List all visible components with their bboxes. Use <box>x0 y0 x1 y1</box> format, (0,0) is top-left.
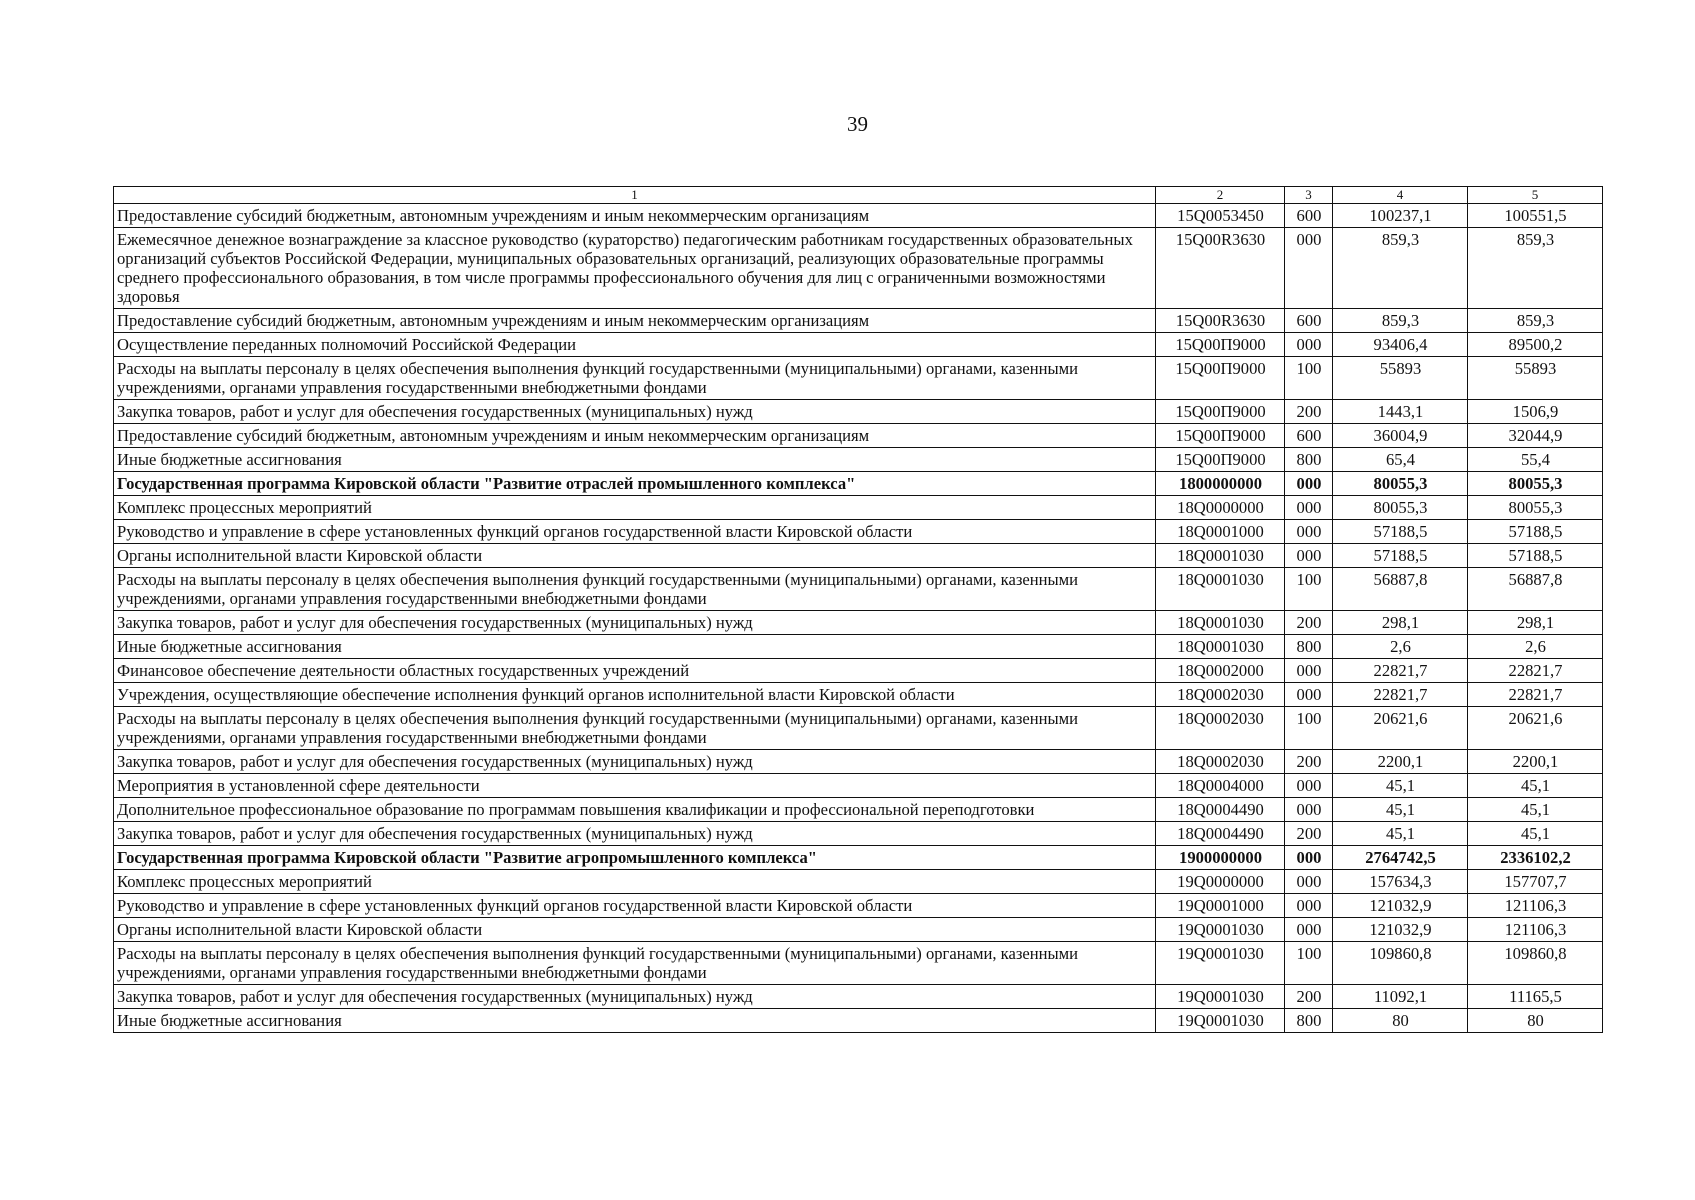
row-name-cell: Учреждения, осуществляющие обеспечение исполнения функций органов исполнительной власти Кировской области <box>114 683 1156 707</box>
row-value-col5: 22821,7 <box>1468 683 1603 707</box>
row-type-cell: 800 <box>1285 1009 1333 1033</box>
table-header-row <box>114 187 1603 204</box>
row-value-col5: 55893 <box>1468 357 1603 400</box>
row-name-cell: Ежемесячное денежное вознаграждение за классное руководство (кураторство) педагогическим работникам государственных образовательных организаций субъектов Российской Федерации, муниципальных образовательных организаций, реализующих образовательные программы среднего профессионального образования, в том числе программы профессионального обучения для лиц с ограниченными возможностями здоровья <box>114 228 1156 309</box>
row-type-cell: 000 <box>1285 333 1333 357</box>
row-name-cell: Государственная программа Кировской области "Развитие агропромышленного комплекса" <box>114 846 1156 870</box>
row-value-col4: 22821,7 <box>1333 683 1468 707</box>
row-name-cell: Закупка товаров, работ и услуг для обеспечения государственных (муниципальных) нужд <box>114 822 1156 846</box>
row-value-col5: 2336102,2 <box>1468 846 1603 870</box>
row-value-col5: 298,1 <box>1468 611 1603 635</box>
table-row <box>114 798 1603 822</box>
row-type-cell: 800 <box>1285 448 1333 472</box>
row-name-cell: Мероприятия в установленной сфере деятельности <box>114 774 1156 798</box>
row-type-cell: 000 <box>1285 918 1333 942</box>
table-row <box>114 870 1603 894</box>
table-row <box>114 544 1603 568</box>
row-value-col4: 859,3 <box>1333 228 1468 309</box>
row-code-cell: 1900000000 <box>1156 846 1285 870</box>
row-code-cell: 15Q00П9000 <box>1156 400 1285 424</box>
row-name-cell: Расходы на выплаты персоналу в целях обеспечения выполнения функций государственными (муниципальными) органами, казенными учреждениями, органами управления государственными внебюджетными фондами <box>114 707 1156 750</box>
row-value-col4: 56887,8 <box>1333 568 1468 611</box>
row-code-cell: 18Q0002030 <box>1156 683 1285 707</box>
row-type-cell: 100 <box>1285 942 1333 985</box>
row-name-cell: Закупка товаров, работ и услуг для обеспечения государственных (муниципальных) нужд <box>114 400 1156 424</box>
row-value-col5: 2200,1 <box>1468 750 1603 774</box>
row-value-col5: 121106,3 <box>1468 918 1603 942</box>
row-name-cell: Закупка товаров, работ и услуг для обеспечения государственных (муниципальных) нужд <box>114 750 1156 774</box>
table-row <box>114 472 1603 496</box>
row-name-cell: Руководство и управление в сфере установленных функций органов государственной власти Кировской области <box>114 520 1156 544</box>
row-name-cell: Органы исполнительной власти Кировской области <box>114 544 1156 568</box>
row-value-col5: 2,6 <box>1468 635 1603 659</box>
row-type-cell: 000 <box>1285 870 1333 894</box>
row-name-cell: Комплекс процессных мероприятий <box>114 870 1156 894</box>
row-code-cell: 18Q0001030 <box>1156 568 1285 611</box>
column-header: 2 <box>1156 187 1285 204</box>
row-value-col5: 56887,8 <box>1468 568 1603 611</box>
row-value-col4: 100237,1 <box>1333 204 1468 228</box>
row-code-cell: 19Q0000000 <box>1156 870 1285 894</box>
row-value-col4: 2,6 <box>1333 635 1468 659</box>
row-value-col4: 157634,3 <box>1333 870 1468 894</box>
row-code-cell: 15Q00П9000 <box>1156 357 1285 400</box>
table-row <box>114 985 1603 1009</box>
table-row <box>114 942 1603 985</box>
row-type-cell: 000 <box>1285 683 1333 707</box>
row-code-cell: 18Q0001030 <box>1156 635 1285 659</box>
column-header: 5 <box>1468 187 1603 204</box>
row-name-cell: Комплекс процессных мероприятий <box>114 496 1156 520</box>
table-row <box>114 635 1603 659</box>
row-code-cell: 15Q00П9000 <box>1156 333 1285 357</box>
row-code-cell: 15Q0053450 <box>1156 204 1285 228</box>
row-value-col5: 109860,8 <box>1468 942 1603 985</box>
row-type-cell: 000 <box>1285 544 1333 568</box>
row-code-cell: 19Q0001030 <box>1156 942 1285 985</box>
row-type-cell: 000 <box>1285 659 1333 683</box>
table-row <box>114 496 1603 520</box>
table-row <box>114 1009 1603 1033</box>
row-type-cell: 200 <box>1285 611 1333 635</box>
table-row <box>114 357 1603 400</box>
table-row <box>114 424 1603 448</box>
row-code-cell: 15Q00П9000 <box>1156 448 1285 472</box>
row-value-col5: 859,3 <box>1468 309 1603 333</box>
row-value-col4: 65,4 <box>1333 448 1468 472</box>
column-header: 3 <box>1285 187 1333 204</box>
table-row <box>114 333 1603 357</box>
row-code-cell: 18Q0000000 <box>1156 496 1285 520</box>
row-code-cell: 18Q0002000 <box>1156 659 1285 683</box>
row-value-col5: 80055,3 <box>1468 496 1603 520</box>
row-value-col5: 1506,9 <box>1468 400 1603 424</box>
row-type-cell: 000 <box>1285 520 1333 544</box>
row-code-cell: 18Q0004000 <box>1156 774 1285 798</box>
row-value-col4: 1443,1 <box>1333 400 1468 424</box>
row-value-col5: 80 <box>1468 1009 1603 1033</box>
row-type-cell: 200 <box>1285 750 1333 774</box>
table-row <box>114 448 1603 472</box>
row-value-col5: 45,1 <box>1468 798 1603 822</box>
table-row <box>114 774 1603 798</box>
table-row <box>114 228 1603 309</box>
row-name-cell: Расходы на выплаты персоналу в целях обеспечения выполнения функций государственными (муниципальными) органами, казенными учреждениями, органами управления государственными внебюджетными фондами <box>114 568 1156 611</box>
row-type-cell: 000 <box>1285 774 1333 798</box>
row-code-cell: 18Q0004490 <box>1156 822 1285 846</box>
table-row <box>114 204 1603 228</box>
row-name-cell: Органы исполнительной власти Кировской области <box>114 918 1156 942</box>
row-value-col4: 298,1 <box>1333 611 1468 635</box>
row-code-cell: 18Q0002030 <box>1156 750 1285 774</box>
row-value-col5: 22821,7 <box>1468 659 1603 683</box>
row-value-col4: 2764742,5 <box>1333 846 1468 870</box>
row-value-col5: 89500,2 <box>1468 333 1603 357</box>
column-header: 4 <box>1333 187 1468 204</box>
row-name-cell: Иные бюджетные ассигнования <box>114 1009 1156 1033</box>
row-name-cell: Иные бюджетные ассигнования <box>114 448 1156 472</box>
row-value-col4: 121032,9 <box>1333 918 1468 942</box>
row-code-cell: 1800000000 <box>1156 472 1285 496</box>
row-name-cell: Закупка товаров, работ и услуг для обеспечения государственных (муниципальных) нужд <box>114 611 1156 635</box>
table-body <box>114 204 1603 1033</box>
table-row <box>114 822 1603 846</box>
row-type-cell: 100 <box>1285 568 1333 611</box>
row-value-col5: 45,1 <box>1468 822 1603 846</box>
row-value-col5: 45,1 <box>1468 774 1603 798</box>
row-value-col5: 57188,5 <box>1468 544 1603 568</box>
row-name-cell: Государственная программа Кировской области "Развитие отраслей промышленного комплекса" <box>114 472 1156 496</box>
row-value-col4: 80 <box>1333 1009 1468 1033</box>
row-name-cell: Дополнительное профессиональное образование по программам повышения квалификации и профессиональной переподготовки <box>114 798 1156 822</box>
row-value-col4: 11092,1 <box>1333 985 1468 1009</box>
row-value-col5: 157707,7 <box>1468 870 1603 894</box>
table-row <box>114 520 1603 544</box>
budget-table <box>113 186 1603 1033</box>
row-code-cell: 15Q00П9000 <box>1156 424 1285 448</box>
row-value-col4: 80055,3 <box>1333 496 1468 520</box>
row-type-cell: 000 <box>1285 846 1333 870</box>
row-value-col4: 2200,1 <box>1333 750 1468 774</box>
table-row <box>114 707 1603 750</box>
row-code-cell: 18Q0001030 <box>1156 611 1285 635</box>
row-value-col5: 32044,9 <box>1468 424 1603 448</box>
row-type-cell: 200 <box>1285 985 1333 1009</box>
row-name-cell: Предоставление субсидий бюджетным, автономным учреждениям и иным некоммерческим организациям <box>114 309 1156 333</box>
row-value-col4: 20621,6 <box>1333 707 1468 750</box>
row-value-col4: 859,3 <box>1333 309 1468 333</box>
row-value-col4: 45,1 <box>1333 822 1468 846</box>
row-value-col4: 55893 <box>1333 357 1468 400</box>
row-type-cell: 200 <box>1285 822 1333 846</box>
row-type-cell: 800 <box>1285 635 1333 659</box>
row-value-col4: 121032,9 <box>1333 894 1468 918</box>
row-code-cell: 18Q0002030 <box>1156 707 1285 750</box>
row-value-col4: 22821,7 <box>1333 659 1468 683</box>
row-name-cell: Расходы на выплаты персоналу в целях обеспечения выполнения функций государственными (муниципальными) органами, казенными учреждениями, органами управления государственными внебюджетными фондами <box>114 357 1156 400</box>
row-name-cell: Предоставление субсидий бюджетным, автономным учреждениям и иным некоммерческим организациям <box>114 424 1156 448</box>
row-value-col4: 57188,5 <box>1333 520 1468 544</box>
column-header: 1 <box>114 187 1156 204</box>
row-code-cell: 15Q00R3630 <box>1156 309 1285 333</box>
page-number: 39 <box>847 112 868 136</box>
table-row <box>114 611 1603 635</box>
row-value-col5: 55,4 <box>1468 448 1603 472</box>
row-code-cell: 19Q0001030 <box>1156 1009 1285 1033</box>
row-value-col4: 80055,3 <box>1333 472 1468 496</box>
row-value-col5: 80055,3 <box>1468 472 1603 496</box>
row-name-cell: Руководство и управление в сфере установленных функций органов государственной власти Кировской области <box>114 894 1156 918</box>
row-value-col5: 11165,5 <box>1468 985 1603 1009</box>
table-row <box>114 659 1603 683</box>
row-code-cell: 18Q0001030 <box>1156 544 1285 568</box>
row-name-cell: Предоставление субсидий бюджетным, автономным учреждениям и иным некоммерческим организациям <box>114 204 1156 228</box>
row-code-cell: 15Q00R3630 <box>1156 228 1285 309</box>
row-code-cell: 18Q0001000 <box>1156 520 1285 544</box>
row-name-cell: Осуществление переданных полномочий Российской Федерации <box>114 333 1156 357</box>
row-value-col4: 109860,8 <box>1333 942 1468 985</box>
row-code-cell: 19Q0001000 <box>1156 894 1285 918</box>
row-value-col5: 57188,5 <box>1468 520 1603 544</box>
row-type-cell: 000 <box>1285 798 1333 822</box>
row-type-cell: 000 <box>1285 496 1333 520</box>
row-name-cell: Расходы на выплаты персоналу в целях обеспечения выполнения функций государственными (муниципальными) органами, казенными учреждениями, органами управления государственными внебюджетными фондами <box>114 942 1156 985</box>
row-type-cell: 000 <box>1285 472 1333 496</box>
table-row <box>114 918 1603 942</box>
row-code-cell: 18Q0004490 <box>1156 798 1285 822</box>
row-value-col5: 20621,6 <box>1468 707 1603 750</box>
row-type-cell: 000 <box>1285 894 1333 918</box>
row-name-cell: Закупка товаров, работ и услуг для обеспечения государственных (муниципальных) нужд <box>114 985 1156 1009</box>
row-value-col5: 100551,5 <box>1468 204 1603 228</box>
row-code-cell: 19Q0001030 <box>1156 985 1285 1009</box>
row-name-cell: Финансовое обеспечение деятельности областных государственных учреждений <box>114 659 1156 683</box>
row-type-cell: 100 <box>1285 357 1333 400</box>
row-code-cell: 19Q0001030 <box>1156 918 1285 942</box>
row-value-col4: 45,1 <box>1333 798 1468 822</box>
row-value-col5: 859,3 <box>1468 228 1603 309</box>
table-row <box>114 894 1603 918</box>
row-type-cell: 600 <box>1285 309 1333 333</box>
row-type-cell: 000 <box>1285 228 1333 309</box>
table-row <box>114 568 1603 611</box>
row-type-cell: 600 <box>1285 204 1333 228</box>
table-row <box>114 400 1603 424</box>
table-row <box>114 683 1603 707</box>
table-row <box>114 846 1603 870</box>
row-type-cell: 600 <box>1285 424 1333 448</box>
row-type-cell: 100 <box>1285 707 1333 750</box>
row-value-col5: 121106,3 <box>1468 894 1603 918</box>
row-value-col4: 57188,5 <box>1333 544 1468 568</box>
row-value-col4: 36004,9 <box>1333 424 1468 448</box>
row-name-cell: Иные бюджетные ассигнования <box>114 635 1156 659</box>
row-value-col4: 45,1 <box>1333 774 1468 798</box>
table-row <box>114 750 1603 774</box>
table-row <box>114 309 1603 333</box>
row-type-cell: 200 <box>1285 400 1333 424</box>
row-value-col4: 93406,4 <box>1333 333 1468 357</box>
